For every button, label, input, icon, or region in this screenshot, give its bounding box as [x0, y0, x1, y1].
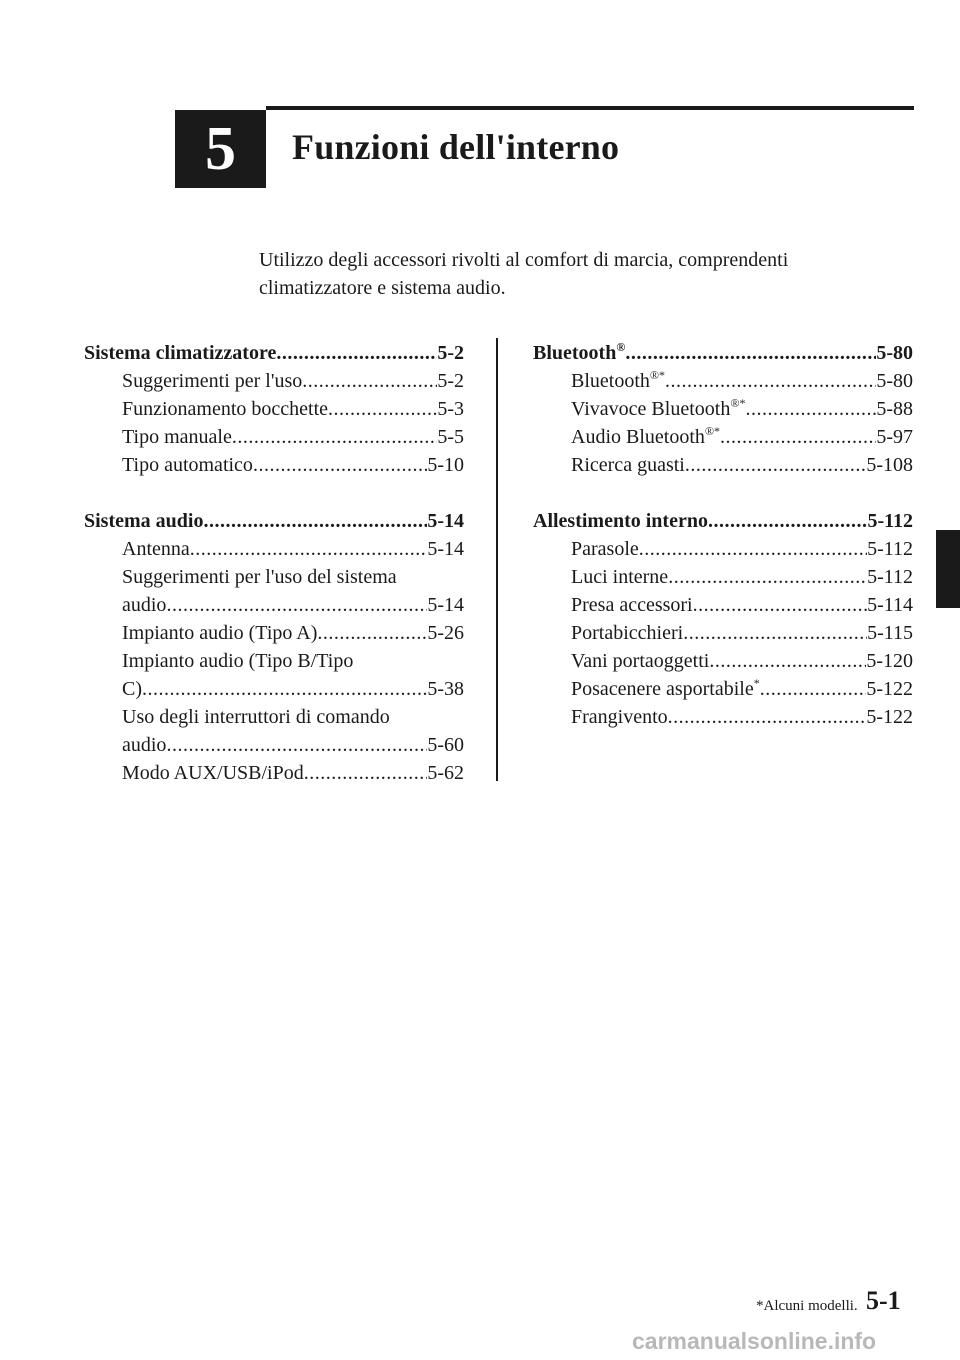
- toc-left-column: [84, 339, 464, 815]
- chapter-side-tab: [936, 530, 960, 608]
- toc-item-multiline[interactable]: Suggerimenti per l'uso del sistema audio ..... 5-14: [84, 563, 464, 619]
- toc-item-multiline[interactable]: Impianto audio (Tipo B/Tipo C) ..... 5-38: [84, 647, 464, 703]
- toc-item[interactable]: Suggerimenti per l'uso ..... 5-2: [84, 367, 464, 395]
- header-rule: [266, 106, 914, 110]
- toc-heading-audio[interactable]: Sistema audio ..... 5-14: [84, 507, 464, 535]
- toc-section-interno: [533, 507, 913, 731]
- toc-section-audio: [84, 507, 464, 787]
- chapter-number-box: 5: [175, 110, 266, 188]
- column-divider: [496, 338, 498, 781]
- toc-item[interactable]: Antenna ..... 5-14: [84, 535, 464, 563]
- page-number: 5-1: [866, 1286, 901, 1315]
- toc-item[interactable]: Luci interne ..... 5-112: [533, 563, 913, 591]
- toc-item[interactable]: Portabicchieri ..... 5-115: [533, 619, 913, 647]
- toc-section-clima: [84, 339, 464, 479]
- intro-line-2: climatizzatore e sistema audio.: [259, 277, 506, 299]
- toc-item[interactable]: Tipo manuale ..... 5-5: [84, 423, 464, 451]
- toc-item[interactable]: Parasole ..... 5-112: [533, 535, 913, 563]
- toc-item[interactable]: Funzionamento bocchette ..... 5-3: [84, 395, 464, 423]
- toc-item[interactable]: Bluetooth®* ..... 5-80: [533, 367, 913, 395]
- toc-heading-interno[interactable]: Allestimento interno ..... 5-112: [533, 507, 913, 535]
- intro-line-1: Utilizzo degli accessori rivolti al comfort di marcia, comprendenti: [259, 249, 789, 271]
- toc-section-bluetooth: [533, 339, 913, 479]
- toc-item[interactable]: Modo AUX/USB/iPod ..... 5-62: [84, 759, 464, 787]
- toc-item[interactable]: Presa accessori ..... 5-114: [533, 591, 913, 619]
- toc-item[interactable]: Impianto audio (Tipo A) ..... 5-26: [84, 619, 464, 647]
- watermark: carmanualsonline.info: [632, 1328, 877, 1354]
- chapter-intro: [259, 246, 899, 302]
- chapter-title: Funzioni dell'interno: [292, 127, 620, 167]
- toc-heading-clima[interactable]: Sistema climatizzatore ..... 5-2: [84, 339, 464, 367]
- toc-item[interactable]: Vivavoce Bluetooth®* ..... 5-88: [533, 395, 913, 423]
- footnote: *Alcuni modelli.: [756, 1298, 858, 1314]
- toc-item[interactable]: Vani portaoggetti ..... 5-120: [533, 647, 913, 675]
- toc-item[interactable]: Ricerca guasti ..... 5-108: [533, 451, 913, 479]
- toc-item[interactable]: Tipo automatico ..... 5-10: [84, 451, 464, 479]
- toc-item-multiline[interactable]: Uso degli interruttori di comando audio ..... 5-60: [84, 703, 464, 759]
- toc-heading-bluetooth[interactable]: Bluetooth® ..... 5-80: [533, 339, 913, 367]
- toc-item[interactable]: Posacenere asportabile* ..... 5-122: [533, 675, 913, 703]
- toc-right-column: [533, 339, 913, 759]
- toc-item[interactable]: Frangivento ..... 5-122: [533, 703, 913, 731]
- toc-item[interactable]: Audio Bluetooth®* ..... 5-97: [533, 423, 913, 451]
